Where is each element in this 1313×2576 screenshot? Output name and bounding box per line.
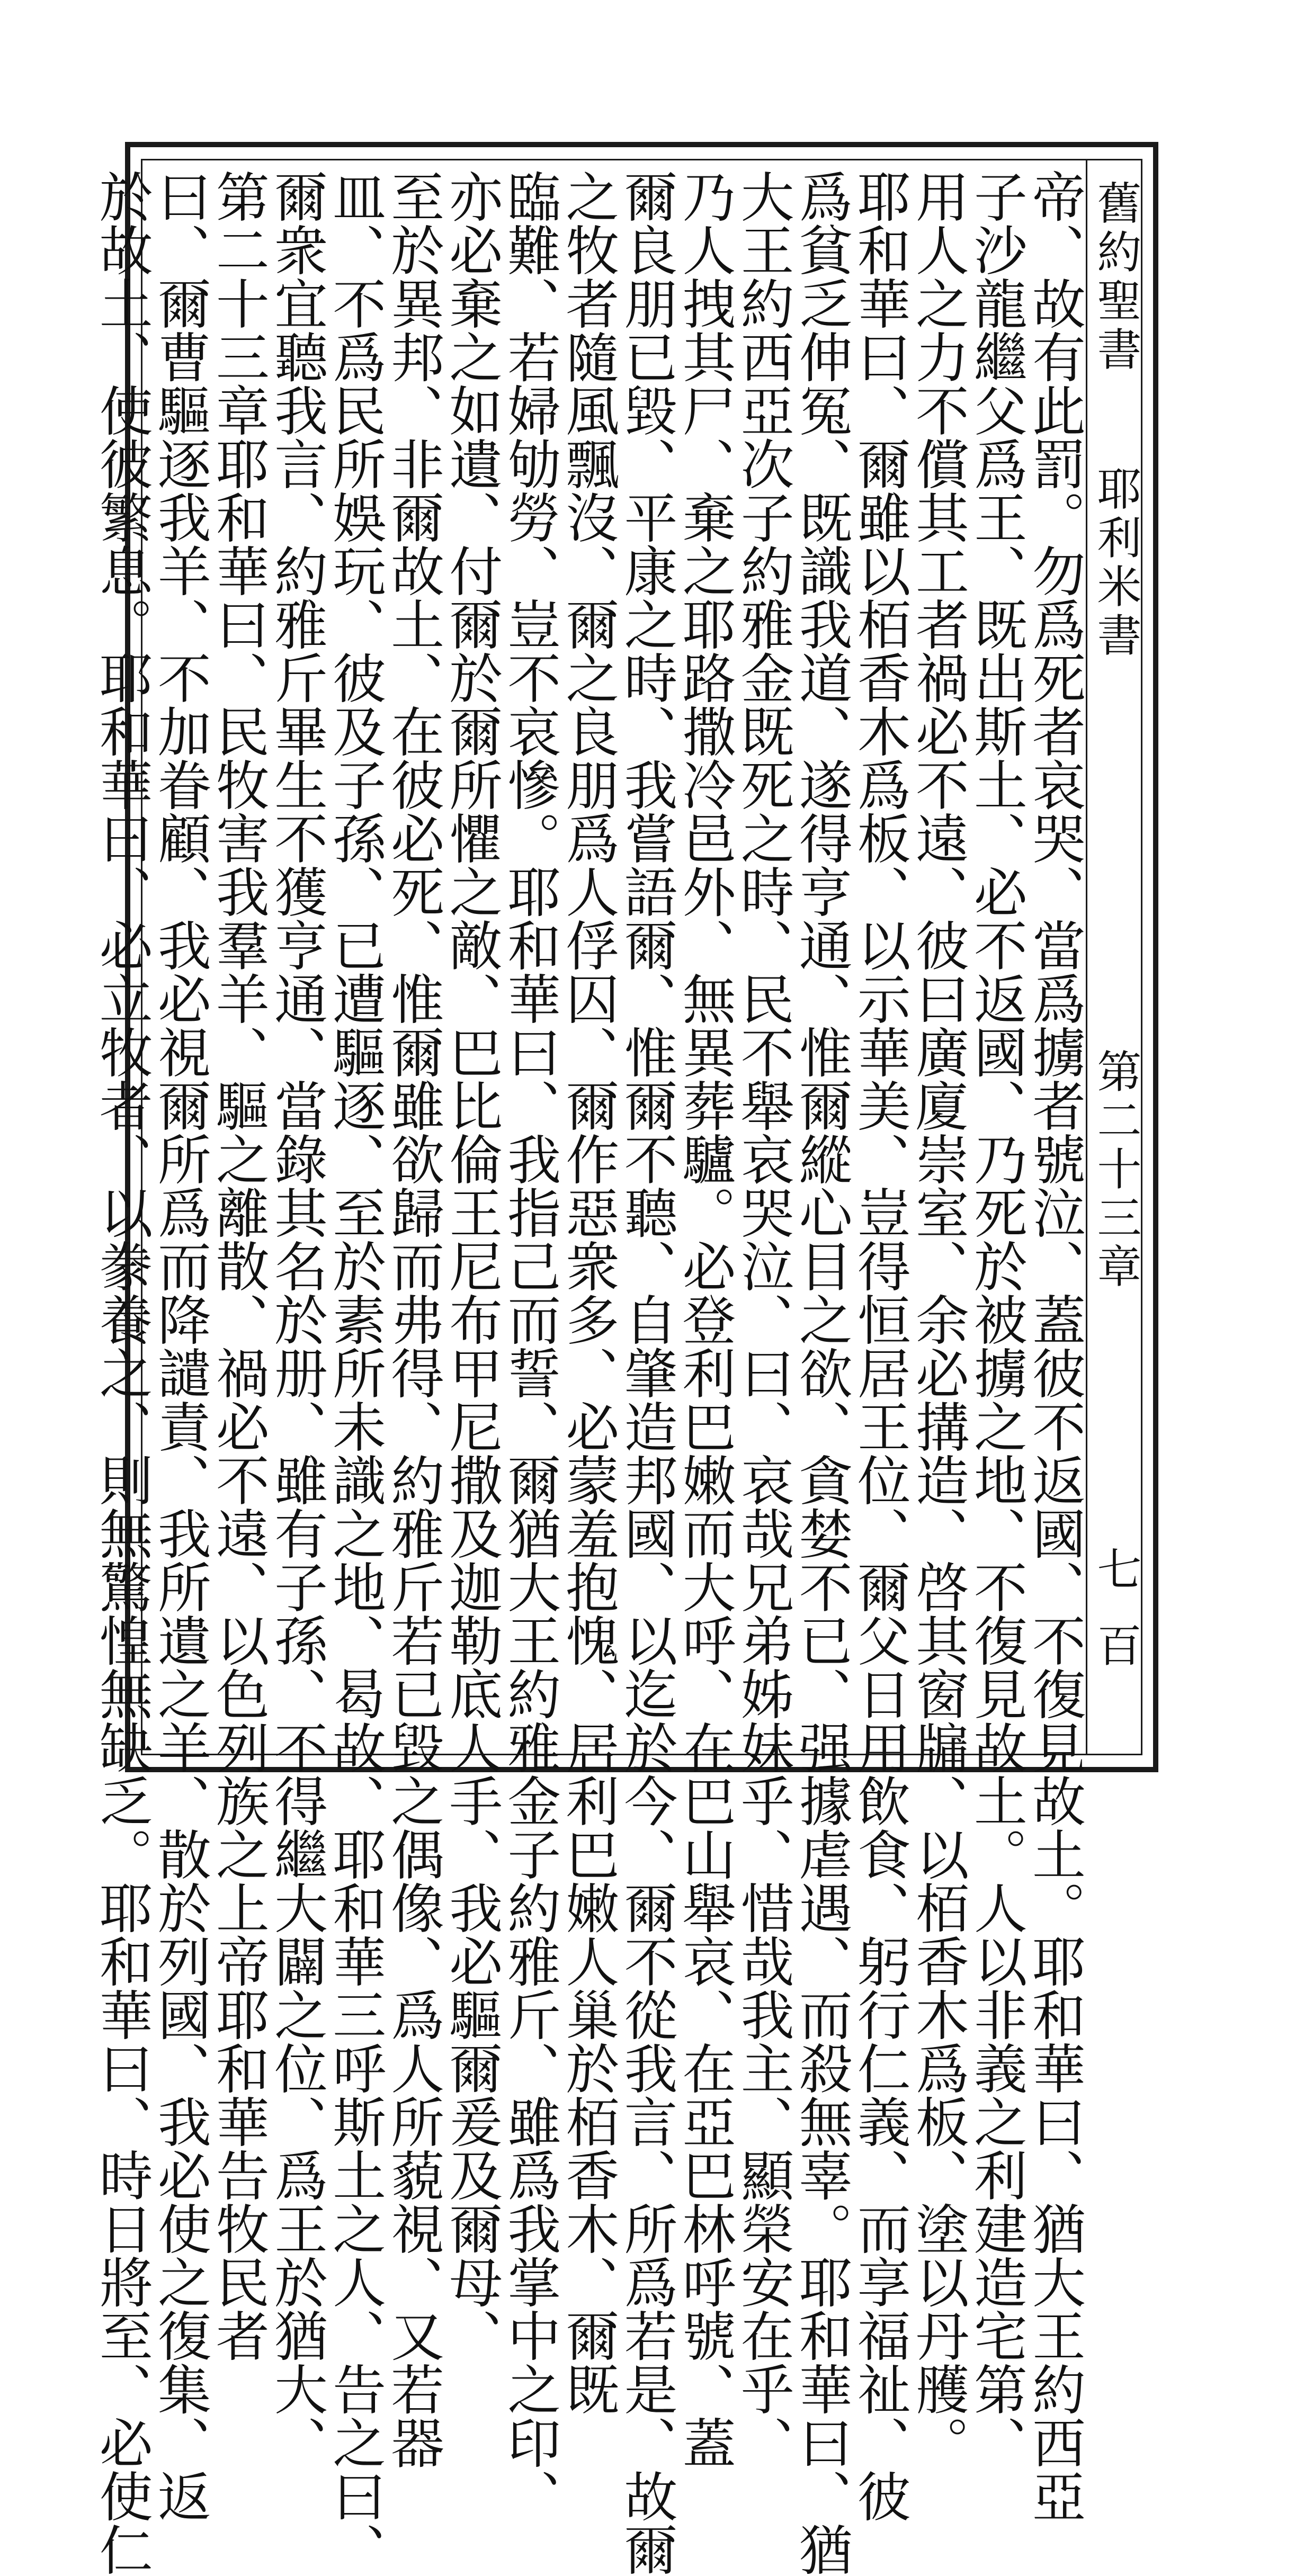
text-column: 亦必棄之如遺、付爾於爾所懼之敵、巴比倫王尼布甲尼撒及迦勒底人手、我必驅爾爰及爾母、 xyxy=(440,169,503,2362)
text-column: 用人之力不償其工者禍必不遠、彼曰廣廈崇室、余必搆造、啓其窗牖、以栢香木爲板、塗以丹雘。 xyxy=(906,169,969,2469)
section-title: 耶利米書 xyxy=(1090,466,1142,661)
text-column: 之牧者隨風飄沒、爾之良朋爲人俘囚、爾作惡衆多、必蒙羞抱愧、居利巴嫩人巢於栢香木、爾既 xyxy=(557,169,620,2416)
text-column: 曰、爾曹驅逐我羊、不加眷顧、我必視爾所爲而降譴責、我所遺之羊、散於列國、我必使之復集、返 xyxy=(148,169,211,2523)
body-text xyxy=(90,169,1086,2576)
text-column: 子沙龍繼父爲王、既出斯土、必不返國、乃死於被擄之地、不復見故土。人以非義之利建造宅第、 xyxy=(964,169,1028,2469)
running-header xyxy=(1086,159,1142,1755)
text-column: 至於異邦、非爾故土、在彼必死、惟爾雖欲歸而弗得、約雅斤若已毀之偶像、爲人所藐視、又若器 xyxy=(382,169,445,2469)
text-column: 乃人拽其尸、棄之耶路撒冷邑外、無異葬驢。必登利巴嫩而大呼、在巴山舉哀、在亞巴林呼號、蓋 xyxy=(673,169,736,2469)
text-column: 帝、故有此罰。勿爲死者哀哭、當爲擄者號泣、蓋彼不返國、不復見故土。耶和華曰、猶大王約西亞 xyxy=(1023,169,1086,2523)
text-column: 耶和華曰、爾雖以栢香木爲板、以示華美、豈得恒居王位、爾父日用飲食、躬行仁義、而享福祉、彼 xyxy=(848,169,911,2523)
text-column: 爲貧乏伸冤、既識我道、遂得亨通、惟爾縱心目之欲、貪婪不已、强據虐遇、而殺無辜。耶和華曰、猶 xyxy=(790,169,853,2576)
text-column: 第二十三章耶和華曰、民牧害我羣羊、驅之離散、禍必不遠、以色列族之上帝耶和華告牧民者 xyxy=(207,169,270,2362)
page-number: 七百 xyxy=(1090,1546,1142,1699)
text-column: 爾衆宜聽我言、約雅斤畢生不獲亨通、當錄其名於册、雖有子孫、不得繼大闢之位、爲王於猶大、 xyxy=(265,169,328,2469)
text-column: 皿、不爲民所娛玩、彼及子孫、已遭驅逐、至於素所未識之地、曷故、耶和華三呼斯土之人、告之曰、 xyxy=(324,169,387,2576)
chapter-title: 第二十三章 xyxy=(1090,1048,1142,1292)
text-column: 於故土、使彼繁息。耶和華曰、必立牧者、以豢養之、則無驚惶無缺乏。耶和華曰、時日將至、必使仁 xyxy=(90,169,153,2576)
book-title: 舊約聖書 xyxy=(1090,180,1142,375)
text-column: 爾良朋已毀、平康之時、我嘗語爾、惟爾不聽、自肇造邦國、以迄於今、爾不從我言、所爲若是、故爾 xyxy=(615,169,678,2576)
text-column: 臨難、若婦劬勞、豈不哀慘。耶和華曰、我指己而誓、爾猶大王約雅金子約雅斤、雖爲我掌中之印、 xyxy=(498,169,561,2523)
text-columns xyxy=(90,169,1086,2576)
text-column: 大王約西亞次子約雅金既死之時、民不舉哀哭泣、曰、哀哉兄弟姊妹乎、惜哉我主、顯榮安在乎、 xyxy=(731,169,794,2469)
